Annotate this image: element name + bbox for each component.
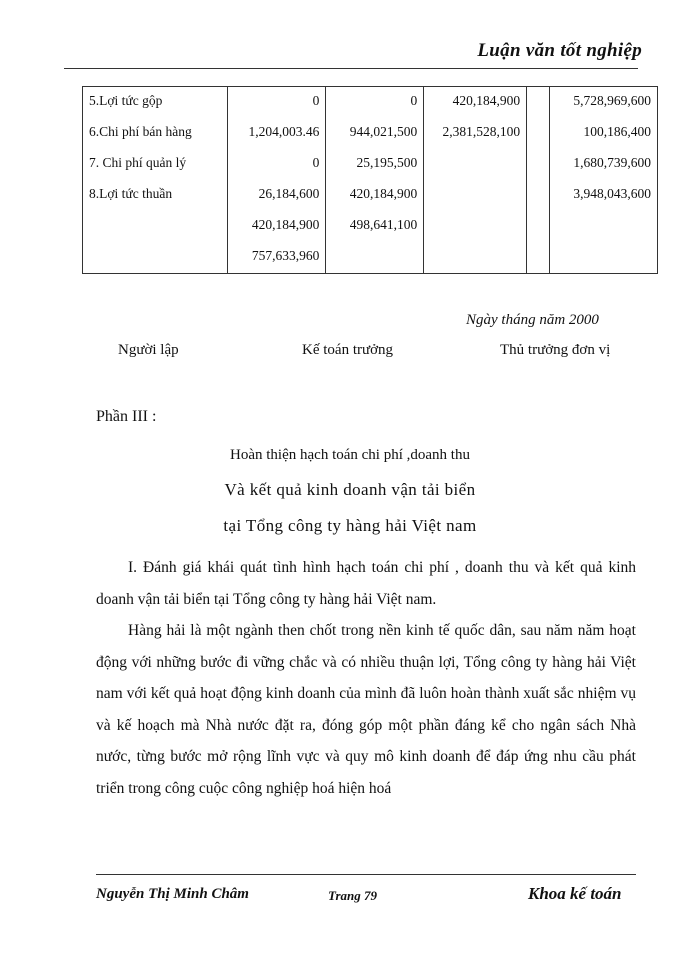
signature-chief-accountant: Kế toán trưởng — [302, 342, 394, 358]
section-title-line1: Hoàn thiện hạch toán chi phí ,doanh thu — [230, 447, 470, 463]
table-row — [83, 211, 658, 242]
table-row-label: 5.Lợi tức gộp — [83, 87, 228, 119]
table-row — [83, 87, 658, 119]
table-cell: 1,680,739,600 — [550, 149, 658, 180]
table-cell — [326, 242, 424, 274]
table-cell — [527, 242, 550, 274]
table-cell — [550, 211, 658, 242]
signature-preparer: Người lập — [118, 342, 179, 358]
financial-table — [82, 86, 658, 274]
footer-author: Nguyễn Thị Minh Châm — [96, 886, 249, 902]
table-cell: 944,021,500 — [326, 118, 424, 149]
table-row — [83, 149, 658, 180]
table-cell: 26,184,600 — [228, 180, 326, 211]
table-row-label — [83, 211, 228, 242]
table-cell: 100,186,400 — [550, 118, 658, 149]
table-cell — [424, 242, 527, 274]
table-cell — [527, 118, 550, 149]
table-cell: 5,728,969,600 — [550, 87, 658, 119]
table-cell: 0 — [228, 149, 326, 180]
table-cell: 0 — [326, 87, 424, 119]
footer-page-number: Trang 79 — [328, 888, 377, 903]
table-cell — [550, 242, 658, 274]
body-text — [96, 552, 636, 804]
table-row-label: 6.Chi phí bán hàng — [83, 118, 228, 149]
paragraph-1: I. Đánh giá khái quát tình hình hạch toán chi phí , doanh thu và kết quả kinh doanh vận tải biển tại Tổng công ty hàng hải Việt nam. — [96, 559, 636, 608]
signature-head-of-unit: Thủ trưởng đơn vị — [500, 342, 611, 358]
header-title: Luận văn tốt nghiệp — [477, 40, 642, 61]
table-cell: 420,184,900 — [228, 211, 326, 242]
part-heading: Phần III : — [96, 408, 157, 425]
table-cell — [527, 87, 550, 119]
table-cell: 420,184,900 — [326, 180, 424, 211]
section-title-line2: Và kết quả kinh doanh vận tải biển — [224, 480, 476, 499]
signature-date: Ngày tháng năm 2000 — [466, 312, 599, 328]
table-cell: 2,381,528,100 — [424, 118, 527, 149]
footer-department: Khoa kế toán — [528, 884, 622, 903]
table-cell — [527, 149, 550, 180]
table-row-label — [83, 242, 228, 274]
table-cell — [424, 211, 527, 242]
table-cell — [527, 211, 550, 242]
table-cell: 0 — [228, 87, 326, 119]
footer-rule — [96, 874, 636, 875]
table-row-label: 8.Lợi tức thuần — [83, 180, 228, 211]
table-cell: 25,195,500 — [326, 149, 424, 180]
section-title-line3: tại Tổng công ty hàng hải Việt nam — [223, 516, 477, 535]
table-cell — [527, 180, 550, 211]
table-cell — [424, 180, 527, 211]
table-cell: 420,184,900 — [424, 87, 527, 119]
paragraph-2: Hàng hải là một ngành then chốt trong nền kinh tế quốc dân, sau năm năm hoạt động với những bước đi vững chắc và có nhiều thuận lợi, Tổng công ty hàng hải Việt nam với kết quả hoạt động kinh doanh của mình đã luôn hoàn thành xuất sắc nhiệm vụ và kế hoạch mà Nhà nước đặt ra, đóng góp một phần đáng kể cho ngân sách Nhà nước, từng bước mở rộng lĩnh vực và quy mô kinh doanh để đáp ứng nhu cầu phát triển trong công cuộc công nghiệp hoá hiện hoá — [96, 622, 636, 797]
table-cell: 498,641,100 — [326, 211, 424, 242]
table-cell: 3,948,043,600 — [550, 180, 658, 211]
table-row — [83, 242, 658, 274]
header-rule — [64, 68, 638, 69]
table-row — [83, 118, 658, 149]
table-cell — [424, 149, 527, 180]
table-cell: 757,633,960 — [228, 242, 326, 274]
table-row — [83, 180, 658, 211]
table-cell: 1,204,003.46 — [228, 118, 326, 149]
table-row-label: 7. Chi phí quản lý — [83, 149, 228, 180]
